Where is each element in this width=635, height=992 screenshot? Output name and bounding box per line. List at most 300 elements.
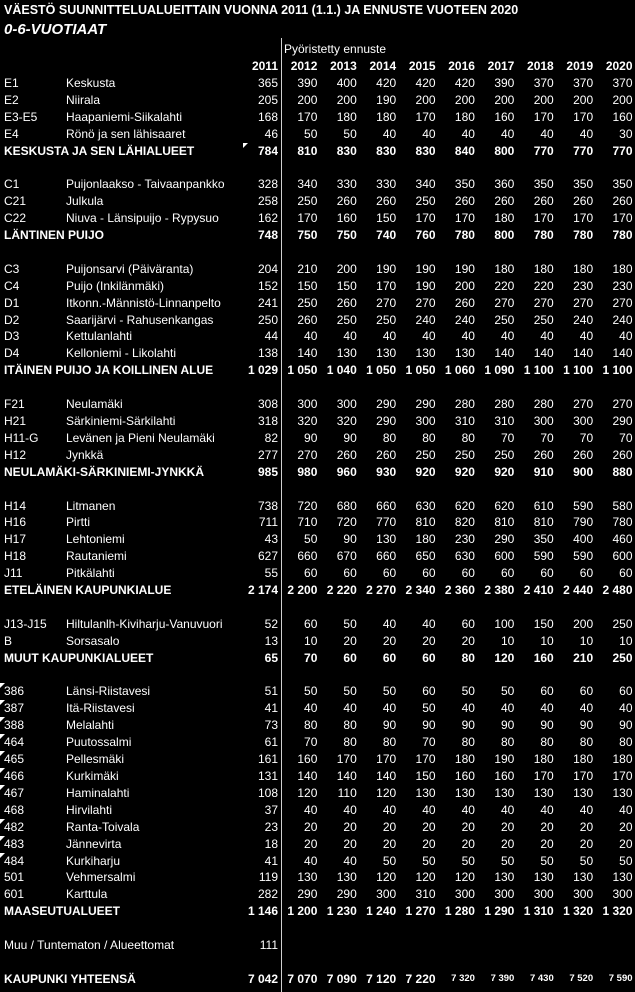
value-cell: 600 [612,549,633,564]
value-cell: 40 [343,853,357,868]
value-cell: 420 [376,75,397,90]
value-cell: 40 [422,126,436,141]
value-cell: 90 [304,430,318,445]
total-row [0,582,635,599]
area-code: 601 [4,887,25,902]
value-cell: 290 [297,887,318,902]
area-name: Keskusta [66,75,116,90]
area-row [0,261,635,278]
area-name: Itkonn.-Männistö-Linnanpelto [66,295,221,310]
value-cell: 130 [533,870,554,885]
value-cell: 111 [259,938,278,953]
value-cell: 290 [612,413,633,428]
value-cell: 340 [297,177,318,192]
value-cell: 20 [422,819,436,834]
area-code: D2 [4,312,20,327]
value-cell: 140 [297,768,318,783]
value-cell: 250 [376,312,397,327]
area-code: C4 [4,278,20,293]
value-cell: 400 [573,532,594,547]
report-title: VÄESTÖ SUUNNITTELUALUEITTAIN VUONNA 2011 (1.1.) JA ENNUSTE VUOTEEN 2020 [4,3,519,17]
value-cell: 1 029 [247,363,278,378]
value-cell: 70 [304,650,318,665]
value-cell: 250 [612,616,633,631]
value-cell: 270 [415,295,436,310]
value-cell [360,937,399,954]
area-code: H17 [4,532,27,547]
value-cell: 190 [376,92,397,107]
value-cell: 720 [336,515,357,530]
value-cell: 1 320 [602,904,633,919]
value-cell: 50 [461,684,475,699]
value-cell: 20 [579,819,594,834]
value-cell: 200 [454,92,475,107]
value-cell: 350 [454,177,475,192]
value-cell: 320 [297,413,318,428]
value-cell: 280 [494,397,515,412]
value-cell: 50 [343,684,357,699]
value-cell: 630 [415,498,436,513]
value-cell: 40 [422,616,436,631]
value-cell: 50 [500,684,515,699]
value-cell: 260 [297,312,318,327]
value-cell: 300 [415,413,436,428]
area-name: Lehtoniemi [66,532,125,547]
value-cell: 204 [257,261,278,276]
area-name: Kettulanlahti [66,329,133,344]
year-header: 2017 [487,59,515,73]
value-cell: 43 [264,532,278,547]
area-name: Puijo (Inkilänmäki) [66,278,165,293]
value-cell: 140 [612,346,633,361]
value-cell: 50 [304,684,318,699]
value-cell: 920 [454,464,475,479]
value-cell: 50 [343,616,357,631]
area-name: Sorsasalo [66,633,120,648]
year-header: 2013 [330,59,357,73]
value-cell [517,937,556,954]
value-cell: 10 [619,633,633,648]
value-cell: 7 520 [569,972,594,984]
value-cell: 13 [264,633,278,648]
area-code: 483 [0,836,62,853]
value-cell: 20 [343,836,357,851]
value-cell: 60 [304,616,318,631]
area-row [0,193,635,210]
value-cell: 780 [454,228,475,243]
area-name: Levänen ja Pieni Neulamäki [66,430,215,445]
value-cell: 460 [612,532,633,547]
value-cell: 60 [382,650,397,665]
value-cell: 2 340 [405,583,436,598]
area-code: 387 [0,700,62,717]
total-row [0,464,635,481]
value-cell: 230 [612,278,633,293]
value-cell: 360 [494,177,515,192]
value-cell: 100 [494,616,515,631]
value-cell: 40 [619,329,633,344]
value-cell: 2 200 [287,583,318,598]
value-cell: 90 [382,718,397,733]
value-cell: 260 [573,194,594,209]
area-code: C3 [4,261,20,276]
area-code: 501 [4,870,25,885]
value-cell: 260 [533,447,554,462]
area-name: Pellesmäki [66,752,125,767]
value-cell: 170 [533,768,554,783]
value-cell: 680 [336,498,357,513]
spacer-cell [0,667,635,684]
value-cell: 180 [573,261,594,276]
value-cell: 840 [454,143,475,158]
value-cell [320,937,359,954]
value-cell: 260 [376,447,397,462]
value-cell: 80 [304,718,318,733]
area-row [0,126,635,143]
value-cell: 170 [612,768,633,783]
value-cell: 620 [454,498,475,513]
value-cell: 290 [376,413,397,428]
value-cell: 50 [619,853,633,868]
spacer-row [0,159,635,176]
value-cell: 260 [494,194,515,209]
value-cell: 300 [573,413,594,428]
value-cell: 780 [612,228,633,243]
value-cell: 800 [494,228,515,243]
value-cell: 110 [337,785,357,800]
value-cell: 50 [343,126,357,141]
value-cell: 60 [422,566,436,581]
value-cell: 250 [257,312,278,327]
area-name: Hiltulanlh-Kiviharju-Vanuvuori [66,616,223,631]
value-cell: 50 [422,701,436,716]
value-cell: 1 310 [523,904,554,919]
year-header: 2020 [605,59,633,73]
population-table [0,58,635,988]
value-cell: 82 [264,430,278,445]
value-cell: 1 040 [326,363,357,378]
value-cell: 40 [500,126,515,141]
area-name: Neulamäki [66,397,123,412]
value-cell: 260 [336,447,357,462]
value-cell: 20 [619,836,633,851]
value-cell: 70 [540,430,554,445]
value-cell: 7 120 [366,971,397,986]
value-cell: 250 [494,447,515,462]
value-cell: 41 [264,701,278,716]
value-cell: 140 [494,346,515,361]
value-cell: 40 [304,853,318,868]
value-cell: 1 280 [444,904,475,919]
area-name: Julkula [66,194,104,209]
year-header: 2012 [290,59,318,73]
value-cell: 260 [612,194,633,209]
spacer-row [0,379,635,396]
value-cell: 50 [382,684,397,699]
value-cell: 7 090 [326,971,357,986]
area-code: 388 [0,717,62,734]
area-code: H14 [4,498,27,513]
value-cell: 150 [415,768,436,783]
value-cell: 250 [415,447,436,462]
area-row [0,886,635,903]
value-cell: 130 [376,532,397,547]
area-name: Rautaniemi [66,549,127,564]
area-code: 466 [0,768,62,785]
value-cell: 7 042 [247,971,278,986]
value-cell: 130 [612,785,633,800]
area-code: 484 [0,853,62,870]
area-code: H11-G [4,430,39,445]
value-cell: 40 [304,329,318,344]
value-cell: 40 [540,126,554,141]
value-cell: 50 [500,853,515,868]
value-cell: 130 [454,785,475,800]
area-code: 468 [4,802,25,817]
value-cell: 810 [415,515,436,530]
area-code: 386 [0,683,62,700]
value-cell: 420 [415,75,436,90]
total-label: ETELÄINEN KAUPUNKIALUE [4,583,172,598]
value-cell: 2 380 [484,583,515,598]
value-cell: 50 [304,532,318,547]
value-cell: 590 [573,549,594,564]
value-cell: 330 [336,177,357,192]
value-cell: 40 [461,802,475,817]
value-cell: 80 [579,735,594,750]
value-cell: 2 480 [602,583,633,598]
value-cell: 60 [579,684,594,699]
value-cell: 280 [454,397,475,412]
area-code: H16 [4,515,27,530]
value-cell: 130 [415,785,436,800]
value-cell: 770 [533,143,554,158]
value-cell: 660 [297,549,318,564]
value-cell: 1 320 [563,904,594,919]
value-cell: 37 [264,802,278,817]
misc-label: Muu / Tuntematon / Alueettomat [4,938,175,953]
value-cell: 310 [494,413,515,428]
value-cell: 150 [336,278,357,293]
value-cell: 120 [415,870,436,885]
value-cell: 20 [382,633,397,648]
year-header: 2019 [566,59,594,73]
value-cell: 610 [533,498,554,513]
value-cell: 270 [533,295,554,310]
area-name: Saarijärvi - Rahusenkangas [66,312,214,327]
area-row [0,683,635,700]
value-cell: 120 [297,785,318,800]
area-row [0,819,635,836]
area-name: Itä-Riistavesi [66,701,135,716]
value-cell: 770 [376,515,397,530]
value-cell: 80 [619,735,633,750]
value-cell: 200 [336,261,357,276]
value-cell: 1 100 [602,363,633,378]
value-cell: 370 [533,75,554,90]
value-cell: 80 [343,735,357,750]
value-cell: 260 [573,447,594,462]
value-cell: 1 050 [405,363,436,378]
value-cell: 140 [573,346,594,361]
value-cell: 420 [454,75,475,90]
total-label: LÄNTINEN PUIJO [4,228,105,243]
value-cell: 280 [533,397,554,412]
value-cell: 20 [304,836,318,851]
value-cell [596,937,635,954]
value-cell: 130 [454,346,475,361]
spacer-row [0,599,635,616]
value-cell: 920 [415,464,436,479]
value-cell: 180 [336,109,357,124]
value-cell: 130 [573,870,594,885]
misc-row [0,937,635,954]
value-cell: 300 [533,887,554,902]
value-cell [399,937,438,954]
value-cell: 210 [297,261,318,276]
header-blank [62,58,243,75]
area-name: Karttula [66,887,108,902]
value-cell: 270 [612,295,633,310]
value-cell: 120 [376,785,397,800]
year-header: 2018 [527,59,554,73]
value-cell: 150 [376,211,397,226]
value-cell: 310 [415,887,436,902]
value-cell: 40 [382,329,397,344]
value-cell: 650 [415,549,436,564]
total-row [0,227,635,244]
area-code: D1 [4,295,20,310]
area-row [0,768,635,785]
value-cell: 170 [297,109,318,124]
area-name: Niirala [66,92,101,107]
value-cell: 318 [257,413,278,428]
value-cell: 130 [336,870,357,885]
value-cell: 23 [264,819,278,834]
value-cell: 270 [297,447,318,462]
value-cell: 20 [500,819,515,834]
area-code: H21 [4,413,27,428]
value-cell: 40 [382,802,397,817]
value-cell: 160 [533,650,554,665]
value-cell: 780 [612,515,633,530]
value-cell: 300 [533,413,554,428]
value-cell: 1 090 [484,363,515,378]
report-subtitle: 0-6-VUOTIAAT [4,21,107,38]
value-cell: 230 [573,278,594,293]
value-cell: 40 [579,802,594,817]
value-cell: 70 [304,735,318,750]
area-row [0,785,635,802]
value-cell: 90 [500,718,515,733]
total-row [0,650,635,667]
area-row [0,109,635,126]
value-cell: 40 [540,329,554,344]
value-cell: 20 [382,836,397,851]
value-cell: 40 [500,701,515,716]
value-cell: 200 [297,92,318,107]
value-cell: 152 [257,278,278,293]
value-cell: 980 [297,464,318,479]
value-cell: 250 [612,650,633,665]
value-cell: 130 [415,346,436,361]
value-cell: 130 [336,346,357,361]
value-cell: 40 [382,126,397,141]
value-cell: 60 [579,566,594,581]
value-cell: 40 [304,701,318,716]
value-cell: 20 [461,836,475,851]
value-cell: 60 [422,650,436,665]
value-cell: 350 [612,177,633,192]
value-cell: 738 [257,498,278,513]
value-cell: 40 [579,126,594,141]
value-cell: 41 [264,853,278,868]
value-cell: 930 [376,464,397,479]
area-name: Puijonlaakso - Taivaanpankko [66,177,225,192]
value-cell: 170 [415,211,436,226]
value-cell: 10 [540,633,554,648]
value-cell: 300 [612,887,633,902]
value-cell: 65 [264,650,278,665]
value-cell: 400 [336,75,357,90]
value-cell: 60 [343,566,357,581]
value-cell: 170 [533,211,554,226]
total-label: KAUPUNKI YHTEENSÄ [4,971,136,986]
value-cell: 300 [454,887,475,902]
value-cell: 250 [297,194,318,209]
value-cell: 2 410 [523,583,554,598]
value-cell: 210 [573,650,594,665]
value-cell: 270 [573,397,594,412]
value-cell: 20 [461,819,475,834]
area-code: 465 [0,751,62,768]
value-cell: 260 [376,194,397,209]
area-row [0,548,635,565]
value-cell: 830 [376,143,397,158]
value-cell: 200 [336,92,357,107]
value-cell: 300 [376,887,397,902]
value-cell: 960 [336,464,357,479]
area-row [0,700,635,717]
value-cell: 900 [573,464,594,479]
value-cell: 70 [500,430,515,445]
spacer-row [0,954,635,971]
value-cell: 350 [533,177,554,192]
area-row [0,531,635,548]
value-cell: 7 590 [608,972,633,984]
value-cell: 80 [422,430,436,445]
value-cell: 880 [612,464,633,479]
area-code: C22 [4,211,27,226]
value-cell: 20 [343,819,357,834]
value-cell: 1 240 [366,904,397,919]
value-cell [557,937,596,954]
header-blank [0,58,62,75]
area-row [0,717,635,734]
value-cell: 780 [533,228,554,243]
total-row [0,903,635,920]
value-cell: 20 [422,633,436,648]
area-row [0,447,635,464]
value-cell: 770 [612,143,633,158]
value-cell: 50 [304,126,318,141]
value-cell: 50 [461,853,475,868]
area-code: D4 [4,346,20,361]
value-cell: 250 [533,312,554,327]
value-cell: 70 [422,735,436,750]
area-code: F21 [4,397,25,412]
area-name: Vehmersalmi [66,870,136,885]
